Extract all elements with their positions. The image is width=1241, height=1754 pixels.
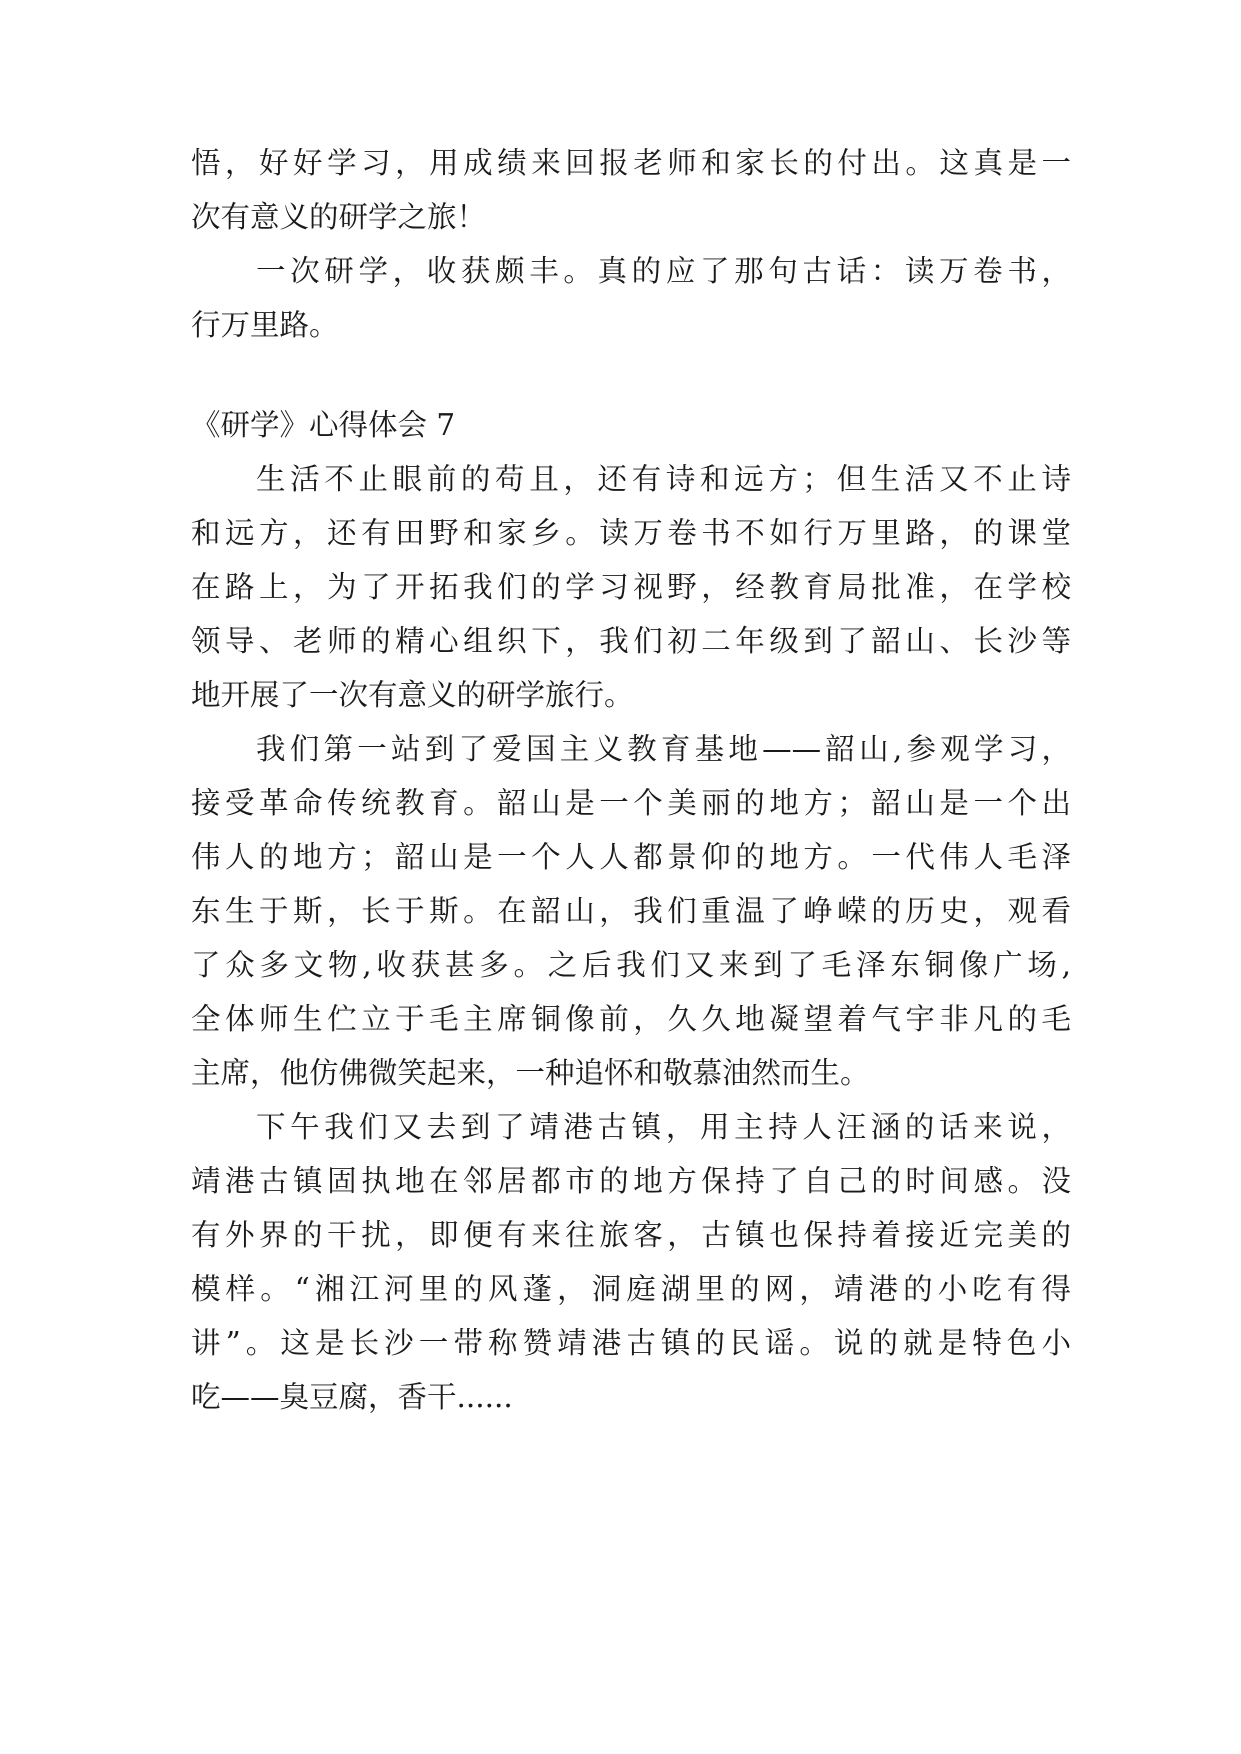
text-line: 靖港古镇固执地在邻居都市的地方保持了自己的时间感。没 (191, 1164, 1071, 1198)
text-line: 模样。“湘江河里的风蓬，洞庭湖里的网，靖港的小吃有得 (191, 1272, 1071, 1306)
text-line: 一次研学，收获颇丰。真的应了那句古话：读万卷书， (256, 254, 1071, 288)
text-line: 我们第一站到了爱国主义教育基地——韶山,参观学习， (256, 732, 1071, 766)
text-line: 行万里路。 (191, 308, 339, 342)
text-line: 伟人的地方；韶山是一个人人都景仰的地方。一代伟人毛泽 (191, 840, 1071, 874)
text-line: 接受革命传统教育。韶山是一个美丽的地方；韶山是一个出 (191, 786, 1071, 820)
text-line: 下午我们又去到了靖港古镇，用主持人汪涵的话来说， (256, 1110, 1071, 1144)
text-line: 东生于斯，长于斯。在韶山，我们重温了峥嵘的历史，观看 (191, 894, 1071, 928)
text-line: 了众多文物,收获甚多。之后我们又来到了毛泽东铜像广场, (191, 948, 1071, 982)
text-line: 讲”。这是长沙一带称赞靖港古镇的民谣。说的就是特色小 (191, 1326, 1071, 1360)
section-title: 《研学》心得体会 7 (191, 408, 456, 442)
text-line: 主席，他仿佛微笑起来，一种追怀和敬慕油然而生。 (191, 1056, 870, 1090)
text-line: 和远方，还有田野和家乡。读万卷书不如行万里路，的课堂 (191, 516, 1071, 550)
text-line: 吃——臭豆腐，香干...... (191, 1380, 513, 1414)
text-line: 悟，好好学习，用成绩来回报老师和家长的付出。这真是一 (191, 146, 1071, 180)
text-line: 全体师生伫立于毛主席铜像前，久久地凝望着气宇非凡的毛 (191, 1002, 1071, 1036)
text-line: 生活不止眼前的苟且，还有诗和远方；但生活又不止诗 (256, 462, 1071, 496)
text-line: 次有意义的研学之旅！ (191, 200, 487, 234)
text-line: 领导、老师的精心组织下，我们初二年级到了韶山、长沙等 (191, 624, 1071, 658)
text-line: 在路上，为了开拓我们的学习视野，经教育局批准，在学校 (191, 570, 1071, 604)
text-line: 有外界的干扰，即便有来往旅客，古镇也保持着接近完美的 (191, 1218, 1071, 1252)
text-line: 地开展了一次有意义的研学旅行。 (191, 678, 634, 712)
